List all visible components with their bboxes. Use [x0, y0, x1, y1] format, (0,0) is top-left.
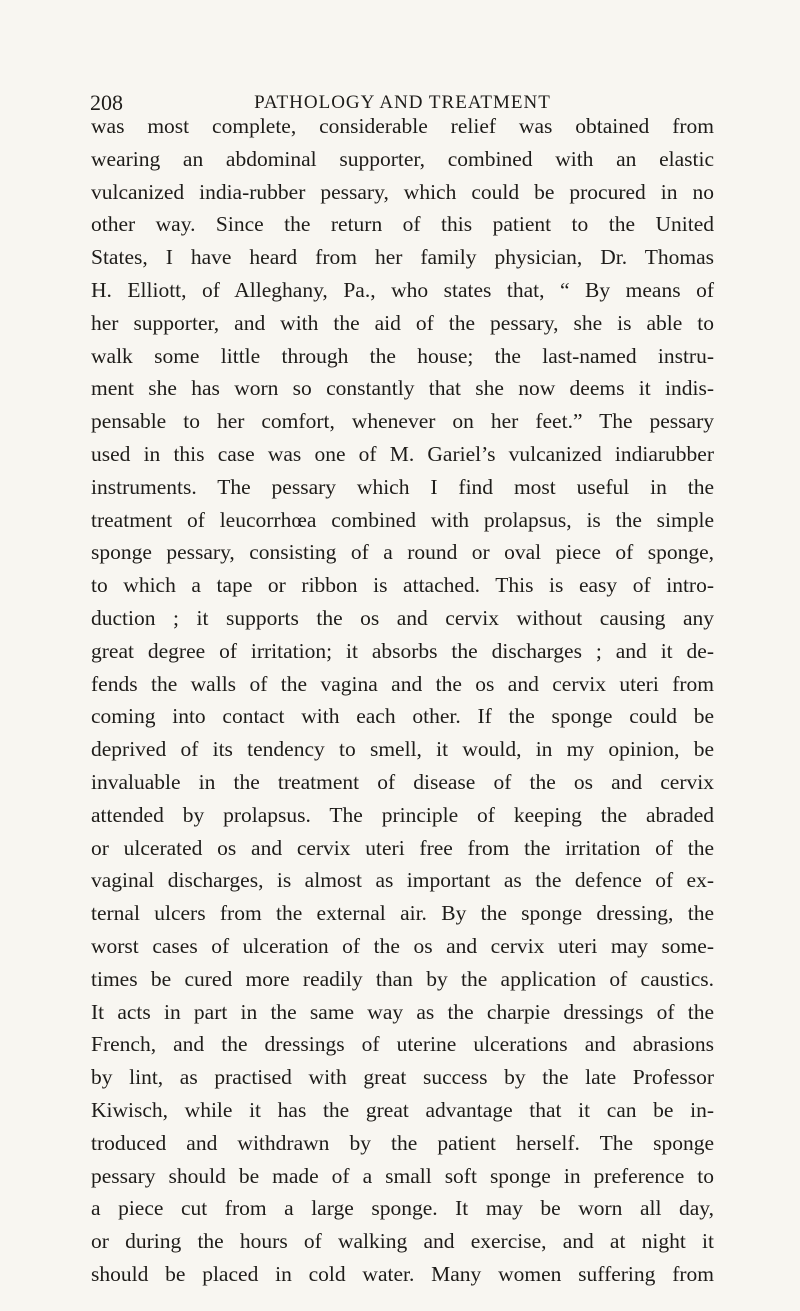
text-line: wearing an abdominal supporter, combined with an elastic	[91, 146, 714, 171]
text-line: vulcanized india-rubber pessary, which could be procured in no	[91, 179, 714, 204]
text-line: should be placed in cold water. Many women suffering from	[91, 1261, 714, 1286]
text-line: treatment of leucorrhœa combined with prolapsus, is the simple	[91, 507, 714, 532]
text-line: pensable to her comfort, whenever on her feet.” The pessary	[91, 409, 714, 434]
text-line: invaluable in the treatment of disease of the os and cervix	[91, 769, 714, 794]
text-line: duction ; it supports the os and cervix without causing any	[91, 605, 714, 630]
text-line: to which a tape or ribbon is attached. This is easy of intro-	[91, 573, 714, 598]
text-line: sponge pessary, consisting of a round or oval piece of sponge,	[91, 540, 714, 565]
text-line: or ulcerated os and cervix uteri free from the irritation of the	[91, 835, 714, 860]
body-text	[91, 110, 714, 1291]
text-line: ment she has worn so constantly that she now deems it indis-	[91, 376, 714, 401]
text-line: great degree of irritation; it absorbs the discharges ; and it de-	[91, 638, 714, 663]
page-number: 208	[90, 90, 123, 115]
text-line: ternal ulcers from the external air. By the sponge dressing, the	[91, 901, 714, 926]
text-line: attended by prolapsus. The principle of keeping the abraded	[91, 802, 714, 827]
text-line: other way. Since the return of this patient to the United	[91, 212, 714, 237]
text-line: States, I have heard from her family physician, Dr. Thomas	[91, 245, 714, 270]
text-line: a piece cut from a large sponge. It may be worn all day,	[91, 1196, 714, 1221]
text-line: pessary should be made of a small soft sponge in preference to	[91, 1163, 714, 1188]
text-line: coming into contact with each other. If the sponge could be	[91, 704, 714, 729]
text-line: deprived of its tendency to smell, it would, in my opinion, be	[91, 737, 714, 762]
text-line: fends the walls of the vagina and the os and cervix uteri from	[91, 671, 714, 696]
text-line: was most complete, considerable relief was obtained from	[91, 114, 714, 138]
text-line: used in this case was one of M. Gariel’s vulcanized indiarubber	[91, 441, 714, 466]
text-line: walk some little through the house; the last-named instru-	[91, 343, 714, 368]
text-line: It acts in part in the same way as the charpie dressings of the	[91, 999, 714, 1024]
text-line: worst cases of ulceration of the os and cervix uteri may some-	[91, 933, 714, 958]
text-line: vaginal discharges, is almost as important as the defence of ex-	[91, 868, 714, 893]
text-line: H. Elliott, of Alleghany, Pa., who states that, “ By means of	[91, 277, 714, 302]
text-line: her supporter, and with the aid of the pessary, she is able to	[91, 310, 714, 335]
text-line: times be cured more readily than by the application of caustics.	[91, 966, 714, 991]
text-line: by lint, as practised with great success by the late Professor	[91, 1065, 714, 1090]
text-line: French, and the dressings of uterine ulcerations and abrasions	[91, 1032, 714, 1057]
text-line: instruments. The pessary which I find most useful in the	[91, 474, 714, 499]
text-line: or during the hours of walking and exercise, and at night it	[91, 1229, 714, 1254]
text-line: troduced and withdrawn by the patient herself. The sponge	[91, 1130, 714, 1155]
text-line: Kiwisch, while it has the great advantage that it can be in-	[91, 1097, 714, 1122]
running-head: PATHOLOGY AND TREATMENT	[254, 92, 551, 113]
